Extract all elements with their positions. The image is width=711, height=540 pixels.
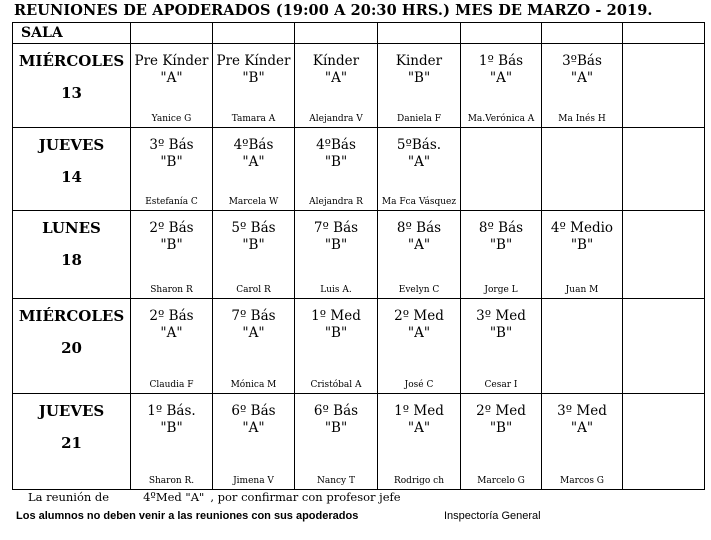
course-cell (461, 211, 542, 299)
course-name: 5ºBás. (396, 137, 442, 153)
course-name: 8º Bás (396, 220, 442, 236)
course-section: "B" (324, 237, 348, 253)
course-cell (131, 394, 213, 490)
header-row (13, 23, 705, 44)
course-cell (378, 211, 461, 299)
course-section: "B" (324, 154, 348, 170)
course-name: Kínder (312, 53, 360, 69)
course-cell (213, 44, 295, 128)
course-section: "A" (242, 325, 265, 341)
course-section: "A" (242, 420, 265, 436)
document-title: REUNIONES DE APODERADOS (19:00 A 20:30 HRS.) MES DE MARZO - 2019. (14, 2, 653, 19)
course-section: "B" (489, 237, 513, 253)
course-name: 3º Med (557, 403, 607, 419)
teacher-name: Jorge L (484, 285, 518, 295)
schedule-table (12, 22, 705, 490)
header-cell (213, 23, 295, 44)
schedule-row (13, 44, 705, 128)
day-name: MIÉRCOLES (18, 307, 125, 325)
course-cell (131, 44, 213, 128)
day-date: 20 (61, 339, 82, 357)
teacher-name: Evelyn C (398, 285, 440, 295)
course-cell (378, 44, 461, 128)
course-name: 1º Med (394, 403, 444, 419)
course-name: 6º Bás (313, 403, 359, 419)
course-cell (542, 44, 623, 128)
course-name: 7º Bás (231, 308, 276, 324)
course-section: "B" (242, 237, 265, 253)
course-name: 4ºBás (233, 137, 274, 153)
course-cell (378, 299, 461, 394)
course-name: 3º Bás (149, 137, 194, 153)
course-name: 1º Bás (478, 53, 524, 69)
day-name: LUNES (42, 219, 101, 237)
schedule-row (13, 128, 705, 211)
course-section: "B" (160, 154, 183, 170)
course-section: "A" (407, 420, 431, 436)
day-name: JUEVES (38, 402, 105, 420)
course-cell (213, 211, 295, 299)
day-cell (13, 299, 131, 394)
course-name: 8º Bás (478, 220, 524, 236)
teacher-name: Juan M (565, 285, 599, 295)
day-cell (13, 44, 131, 128)
header-cell (295, 23, 378, 44)
course-section: "B" (324, 420, 348, 436)
course-name: 1º Bás. (147, 403, 196, 419)
course-cell (542, 128, 623, 211)
course-section: "A" (407, 154, 431, 170)
teacher-name: Ma Fca Vásquez (381, 197, 457, 207)
course-name: Pre Kínder (134, 53, 209, 69)
day-name: JUEVES (38, 136, 105, 154)
course-cell (378, 128, 461, 211)
course-section: "B" (242, 70, 265, 86)
course-cell (295, 128, 378, 211)
course-section: "A" (489, 70, 513, 86)
course-name: 6º Bás (231, 403, 276, 419)
course-cell (295, 394, 378, 490)
course-cell (623, 299, 705, 394)
course-section: "A" (570, 70, 594, 86)
course-name: 4º Medio (550, 220, 614, 236)
course-cell (131, 299, 213, 394)
course-cell (623, 394, 705, 490)
course-name: 7º Bás (313, 220, 359, 236)
course-cell (461, 394, 542, 490)
teacher-name: Daniela F (397, 114, 441, 124)
teacher-name: Alejandra R (309, 197, 363, 207)
teacher-name: Claudia F (149, 380, 194, 390)
course-name: 5º Bás (231, 220, 276, 236)
course-cell (623, 44, 705, 128)
course-cell (623, 211, 705, 299)
teacher-name: Nancy T (316, 476, 356, 486)
day-cell (13, 394, 131, 490)
course-section: "A" (570, 420, 594, 436)
course-name: Kinder (395, 53, 443, 69)
day-date: 13 (61, 84, 82, 102)
day-name: MIÉRCOLES (18, 52, 125, 70)
course-name: 2º Med (394, 308, 444, 324)
note-prefix: La reunión de (28, 490, 110, 504)
teacher-name: Yanice G (151, 114, 192, 124)
teacher-name: José C (404, 380, 434, 390)
teacher-name: Sharon R. (148, 476, 195, 486)
teacher-name: Rodrigo ch (393, 476, 444, 486)
teacher-name: Sharon R (150, 285, 193, 295)
course-section: "A" (407, 237, 431, 253)
header-cell (461, 23, 542, 44)
course-cell (295, 211, 378, 299)
course-cell (131, 128, 213, 211)
day-date: 18 (61, 251, 82, 269)
course-section: "A" (242, 154, 265, 170)
note-suffix: , por confirmar con profesor jefe (210, 490, 401, 504)
course-cell (378, 394, 461, 490)
course-cell (295, 299, 378, 394)
pending-meeting-note (28, 490, 401, 504)
teacher-name: Cesar I (484, 380, 518, 390)
teacher-name: Cristóbal A (310, 380, 362, 390)
course-cell (461, 44, 542, 128)
course-cell (461, 128, 542, 211)
course-cell (295, 44, 378, 128)
teacher-name: Jimena V (233, 476, 274, 486)
course-section: "B" (489, 325, 513, 341)
course-section: "B" (489, 420, 513, 436)
schedule-row (13, 211, 705, 299)
note-course: 4ºMed "A" (143, 490, 205, 504)
course-cell (542, 211, 623, 299)
course-section: "B" (160, 420, 183, 436)
header-cell (623, 23, 705, 44)
day-date: 14 (61, 168, 82, 186)
schedule-row (13, 394, 705, 490)
course-cell (461, 299, 542, 394)
teacher-name: Tamara A (231, 114, 276, 124)
teacher-name: Ma.Verónica A (467, 114, 535, 124)
course-name: 2º Bás (149, 220, 194, 236)
course-cell (542, 394, 623, 490)
course-section: "A" (160, 325, 183, 341)
course-cell (213, 394, 295, 490)
signature-inspectoria: Inspectoría General (444, 510, 541, 522)
sala-header: SALA (13, 23, 131, 44)
teacher-name: Ma Inés H (558, 114, 606, 124)
teacher-name: Alejandra V (309, 114, 363, 124)
course-cell (623, 128, 705, 211)
course-section: "B" (324, 325, 348, 341)
teacher-name: Carol R (236, 285, 271, 295)
day-cell (13, 128, 131, 211)
teacher-name: Mónica M (230, 380, 277, 390)
course-name: 3ºBás (562, 53, 602, 69)
course-name: 3º Med (476, 308, 526, 324)
course-cell (542, 299, 623, 394)
course-name: 2º Bás (149, 308, 194, 324)
teacher-name: Marcela W (228, 197, 279, 207)
header-cell (131, 23, 213, 44)
header-cell (378, 23, 461, 44)
course-cell (213, 299, 295, 394)
schedule-row (13, 299, 705, 394)
course-section: "A" (160, 70, 183, 86)
course-name: Pre Kínder (216, 53, 291, 69)
course-section: "B" (407, 70, 431, 86)
header-cell (542, 23, 623, 44)
course-section: "A" (407, 325, 431, 341)
teacher-name: Marcelo G (477, 476, 525, 486)
day-date: 21 (61, 434, 82, 452)
course-name: 4ºBás (316, 137, 356, 153)
course-cell (131, 211, 213, 299)
day-cell (13, 211, 131, 299)
course-section: "B" (160, 237, 183, 253)
students-notice: Los alumnos no deben venir a las reuniones con sus apoderados (16, 510, 359, 522)
course-name: 2º Med (476, 403, 526, 419)
teacher-name: Luis A. (320, 285, 352, 295)
course-section: "B" (570, 237, 594, 253)
course-cell (213, 128, 295, 211)
course-name: 1º Med (311, 308, 361, 324)
teacher-name: Estefanía C (145, 197, 198, 207)
teacher-name: Marcos G (559, 476, 604, 486)
course-section: "A" (324, 70, 348, 86)
